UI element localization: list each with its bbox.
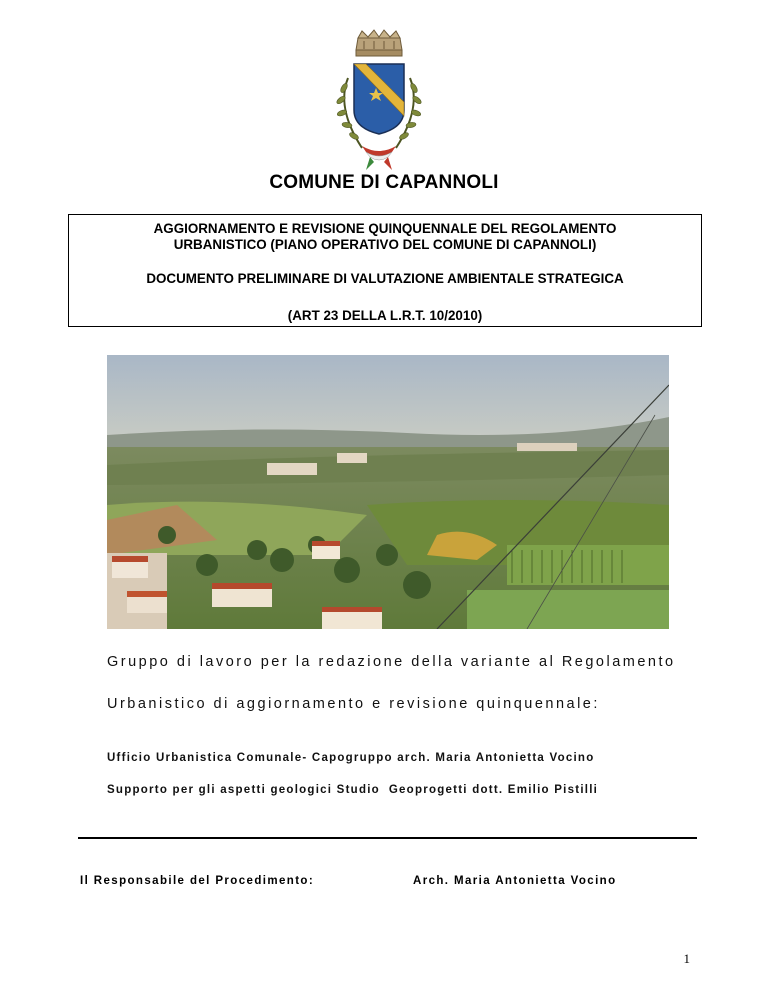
document-title-box [68,214,702,327]
title-box-heading [69,221,701,253]
aerial-landscape-photo [107,355,669,629]
shield-icon [354,64,404,134]
workgroup-line-2: Urbanistico di aggiornamento e revisione quinquennale: [107,696,600,712]
responsible-label: Il Responsabile del Procedimento: [80,875,315,887]
tricolor-ribbon-icon [362,146,396,170]
title-box-line-1: AGGIORNAMENTO E REVISIONE QUINQUENNALE DEL REGOLAMENTO [153,221,617,236]
coat-of-arms-icon [326,28,432,174]
responsible-name: Arch. Maria Antonietta Vocino [413,875,617,887]
page-number: 1 [683,951,690,966]
divider-line [78,837,697,839]
credit-geology-support: Supporto per gli aspetti geologici Studio Geoprogetti dott. Emilio Pistilli [107,784,599,796]
title-box-line-3: (ART 23 DELLA L.R.T. 10/2010) [287,308,483,323]
title-box-line-1b: URBANISTICO (PIANO OPERATIVO DEL COMUNE DI CAPANNOLI) [173,237,597,252]
title-box-line-2: DOCUMENTO PRELIMINARE DI VALUTAZIONE AMBIENTALE STRATEGICA [146,271,624,286]
credit-urban-office: Ufficio Urbanistica Comunale- Capogruppo arch. Maria Antonietta Vocino [107,752,595,764]
crown-icon [356,30,402,56]
page-title: COMUNE DI CAPANNOLI [269,172,499,193]
workgroup-line-1: Gruppo di lavoro per la redazione della variante al Regolamento [107,654,676,670]
